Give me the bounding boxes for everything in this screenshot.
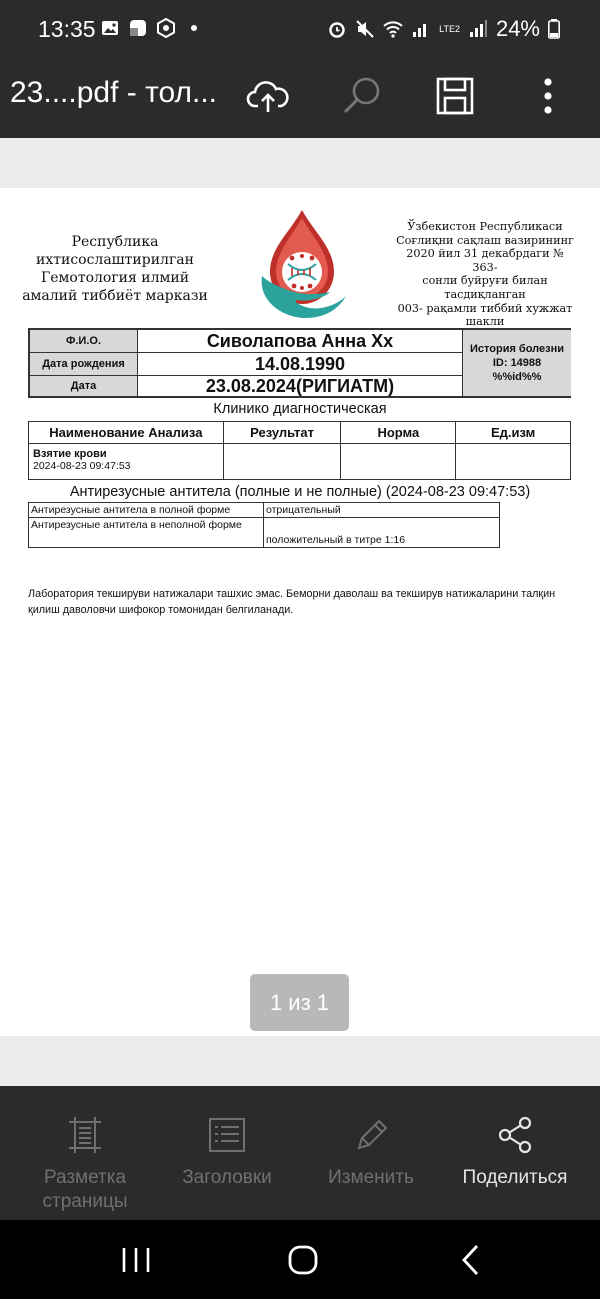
mute-icon: [355, 19, 375, 39]
signal-icon-2: [468, 19, 488, 39]
ministry-approval: Ўзбекистон Республикаси Соғлиқни сақлаш вазирининг 2020 йил 31 декабрдаги № 363- сонли буйруғи билан тасдиқланган 003- рақамли тиббий хужжат шакли: [396, 220, 574, 329]
visit-date: 23.08.2024(РИГИАТМ): [205, 375, 395, 396]
patient-name: Сиволапова Анна Хх: [206, 330, 394, 351]
home-icon[interactable]: [283, 1242, 323, 1278]
share-icon: [497, 1116, 533, 1154]
page-indicator: 1 из 1: [250, 974, 349, 1031]
bottom-toolbar: [0, 1086, 600, 1220]
disclaimer-note: Лаборатория текшируви натижалари ташхис эмас. Беморни даволаш ва текширув натижаларини талқин қилиш даволовчи шифокор томонидан белгиланади.: [28, 588, 556, 616]
institution-name: Республика ихтисослаштирилган Гемотология илмий амалий тиббиёт маркази: [22, 234, 208, 304]
fio-label: Ф.И.О.: [30, 330, 138, 352]
wifi-icon: [383, 19, 403, 39]
headings-label: Заголовки: [182, 1167, 272, 1188]
edit-label: Изменить: [328, 1167, 414, 1188]
alarm-icon: [327, 19, 347, 39]
antibody-name: Антирезусные антитела в неполной форме: [29, 518, 264, 548]
page-layout-button[interactable]: [10, 1086, 160, 1220]
search-button[interactable]: [334, 68, 390, 124]
table-row: [29, 503, 500, 518]
col-unit: Ед.изм: [456, 422, 571, 444]
antibody-section-title: Антирезусные антитела (полные и не полные) (2024-08-23 09:47:53): [69, 484, 531, 500]
upload-button[interactable]: [240, 68, 296, 124]
result-cell: [223, 444, 341, 480]
share-label: Поделиться: [462, 1167, 568, 1188]
cloud-upload-icon: [246, 76, 290, 116]
more-vert-icon: [542, 77, 554, 115]
edit-button[interactable]: [296, 1086, 446, 1220]
battery-icon: [548, 19, 560, 39]
page-margin-bottom: [0, 1036, 600, 1086]
analysis-table: [28, 421, 571, 480]
table-row: [29, 518, 500, 548]
save-button[interactable]: [427, 68, 483, 124]
system-nav-bar: [0, 1220, 600, 1299]
history-placeholder: %%id%%: [492, 371, 542, 383]
medical-history-box: [462, 330, 571, 396]
headings-button[interactable]: [152, 1086, 302, 1220]
antibody-table: [28, 502, 500, 548]
unit-cell: [456, 444, 571, 480]
battery-percent: 24%: [495, 16, 540, 41]
search-icon: [340, 74, 384, 118]
save-icon: [435, 76, 475, 116]
antibody-value: положительный в титре 1:16: [264, 518, 500, 548]
hematology-logo: [254, 206, 350, 328]
edit-pencil-icon: [353, 1116, 389, 1154]
app-hex-icon: [156, 18, 176, 38]
sample-cell: [29, 444, 224, 480]
share-button[interactable]: [440, 1086, 590, 1220]
birth-date: 14.08.1990: [254, 353, 346, 374]
patient-name-row: [30, 330, 462, 353]
table-row: [29, 444, 571, 480]
signal-icon: [411, 19, 431, 39]
col-analysis-name: Наименование Анализа: [29, 422, 224, 444]
pdf-page[interactable]: [0, 188, 600, 1036]
table-header-row: [29, 422, 571, 444]
col-result: Результат: [223, 422, 341, 444]
sample-time: 2024-08-23 09:47:53: [33, 460, 131, 472]
lte-badge: LTE2: [439, 23, 460, 34]
patient-info-table: [28, 328, 571, 398]
antibody-value: отрицательный: [264, 503, 500, 518]
col-norm: Норма: [341, 422, 456, 444]
antibody-name: Антирезусные антитела в полной форме: [29, 503, 264, 518]
date-label: Дата: [30, 376, 138, 396]
history-id: ID: 14988: [492, 357, 542, 369]
page-layout-icon: [67, 1116, 103, 1154]
document-title[interactable]: 23....pdf - тол...: [10, 76, 218, 109]
app-notification-icon: [128, 18, 148, 38]
sample-name: Взятие крови: [33, 448, 107, 460]
gallery-icon: [100, 18, 120, 38]
report-subtitle: Клинико диагностическая: [213, 401, 387, 417]
history-label: История болезни: [469, 343, 564, 355]
page-layout-label: Разметка страницы: [42, 1167, 128, 1212]
status-time: 13:35: [38, 16, 96, 42]
birth-date-row: [30, 353, 462, 376]
page-margin-top: [0, 138, 600, 188]
more-options-button[interactable]: [520, 68, 576, 124]
app-bar: [0, 60, 600, 138]
status-bar: [0, 0, 600, 60]
recent-apps-icon[interactable]: [116, 1242, 156, 1278]
headings-icon: [209, 1116, 245, 1154]
dob-label: Дата рождения: [30, 353, 138, 375]
dot-icon: [184, 18, 204, 38]
back-icon[interactable]: [452, 1242, 492, 1278]
norm-cell: [341, 444, 456, 480]
date-row: [30, 376, 462, 396]
